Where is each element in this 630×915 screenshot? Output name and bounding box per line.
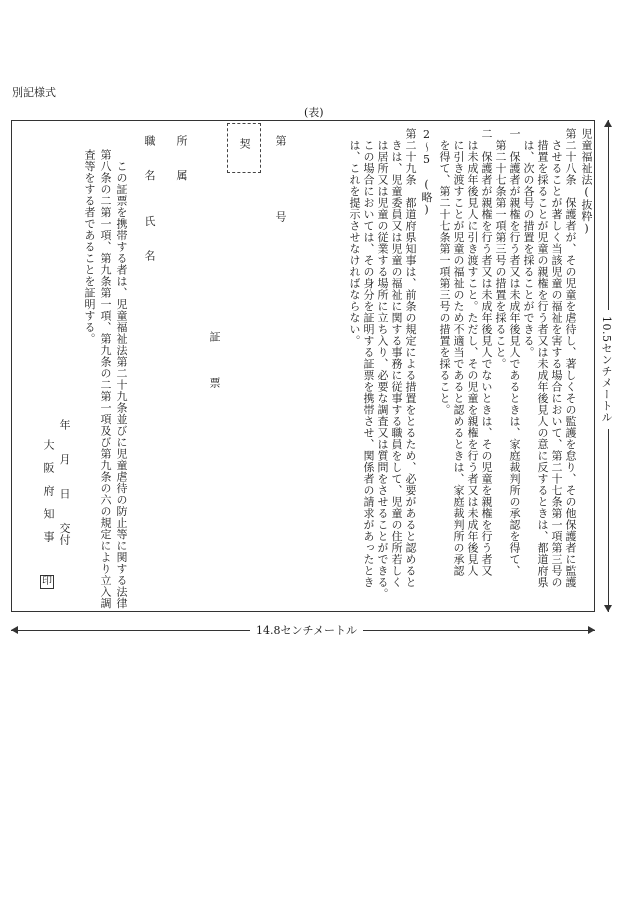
- article-29-line: は、これを提示させなければならない。: [348, 128, 361, 347]
- issue-date-label: 年 月 日 交付: [58, 419, 71, 546]
- item-2-line: を得て、第二十七条第一項第三号の措置を採ること。: [438, 128, 451, 416]
- item-1-line: 第二十七条第一項第三号の措置を採ること。: [494, 128, 507, 370]
- seal-mark: 印: [42, 576, 52, 587]
- article-28-line: 第二十八条 保護者が、その児童を虐待し、著しくその監護を怠り、その他保護者に監護: [564, 128, 577, 588]
- item-2-line: に引き渡すことが児童の福祉のため不適当であると認めるときは、家庭裁判所の承認: [452, 128, 465, 577]
- issuer-name: 大 阪 府 知 事: [42, 439, 55, 543]
- number-label: 第: [274, 135, 287, 147]
- article-28-line: させることが著しく当該児童の福祉を害する場合において、第二十七条第一項第三号の: [550, 128, 563, 588]
- omitted-paragraphs: 2〜5 (略): [420, 128, 433, 217]
- number-suffix: 号: [274, 211, 287, 223]
- item-2-line: 二 保護者が親権を行う者又は未成年後見人でないときは、その児童を親権を行う者又: [480, 128, 493, 577]
- item-1-line: 一 保護者が親権を行う者又は未成年後見人であるときは、家庭裁判所の承認を得て、: [508, 128, 521, 577]
- form-label: 別記様式: [12, 86, 56, 99]
- article-29-line: は居所又は児童の従業する場所に立ち入り、必要な調査又は質問をさせることができる。: [376, 128, 389, 600]
- certificate-frame: [11, 120, 595, 612]
- article-28-line: は、次の各号の措置を採ることができる。: [522, 128, 535, 358]
- height-arrow-down-icon: [604, 605, 612, 612]
- article-28-line: 措置を採ることが児童の親権を行う者又は未成年後見人の意に反するときは、都道府県: [536, 128, 549, 588]
- height-dimension-label: 10.5センチメートル: [600, 310, 612, 429]
- width-dimension-label: 14.8センチメートル: [250, 622, 363, 638]
- certificate-body-line: 第八条の二第一項、第九条第一項、第九条の二第一項及び第九条の六の規定により立入調: [99, 149, 112, 609]
- stamp-label: 契: [238, 138, 251, 150]
- article-29-line: きは、児童委員又は児童の福祉に関する事務に従事する職員をして、児童の住所若しく: [390, 128, 403, 588]
- front-side-label: (表): [304, 106, 324, 119]
- stamp-box: [227, 123, 261, 173]
- law-title: 児童福祉法(抜粋): [580, 128, 593, 236]
- certificate-title: 証 票: [208, 331, 221, 389]
- article-29-line: 第二十九条 都道府県知事は、前条の規定による措置をとるため、必要があると認めると: [404, 128, 417, 588]
- article-29-line: この場合においては、その身分を証明する証票を携帯させ、関係者の請求があったとき: [362, 128, 375, 588]
- width-arrow-left-icon: [11, 626, 18, 634]
- law-excerpt: [348, 128, 593, 606]
- item-2-line: は未成年後見人に引き渡すこと。ただし、その児童を親権を行う者又は未成年後見人: [466, 128, 479, 577]
- height-arrow-up-icon: [604, 120, 612, 127]
- certificate-body-line: この証票を携帯する者は、児童福祉法第二十九条並びに児童虐待の防止等に関する法律: [115, 149, 128, 609]
- width-arrow-right-icon: [588, 626, 595, 634]
- position-name-label: 職 名 氏 名: [143, 135, 156, 262]
- official-seal: [40, 569, 54, 589]
- certificate-body-line: 査等をする者であることを証明する。: [83, 149, 96, 345]
- affiliation-label: 所 属: [175, 135, 188, 181]
